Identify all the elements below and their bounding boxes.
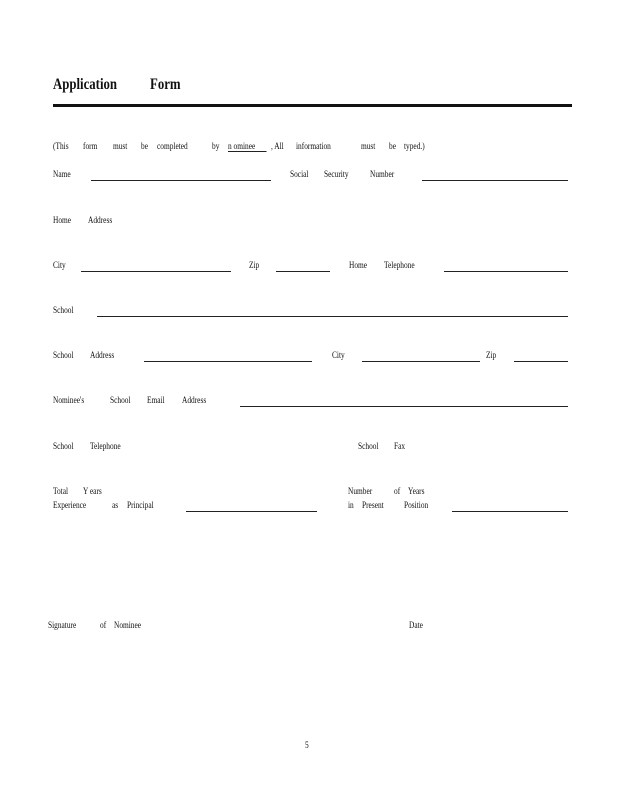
label-email-4: Address (182, 395, 207, 405)
school-address-field[interactable] (144, 361, 312, 362)
label-ssn-social: Social (290, 169, 309, 179)
label-city2: City (332, 350, 345, 360)
label-ssn-security: Security (324, 169, 349, 179)
title-rule (53, 104, 572, 107)
label-email-3: Email (147, 395, 165, 405)
label-email-2: School (110, 395, 131, 405)
label-zip: Zip (249, 260, 260, 270)
page-number: 5 (305, 740, 309, 750)
total-years-field[interactable] (186, 511, 317, 512)
label-num-6: Position (404, 500, 429, 510)
label-num-4: in (348, 500, 354, 510)
label-school-tel-2: Telephone (90, 441, 121, 451)
label-city: City (53, 260, 66, 270)
label-email-1: Nominee's (53, 395, 85, 405)
label-total-1: Total (53, 486, 69, 496)
label-home-address-2: Address (88, 215, 113, 225)
school-zip-field[interactable] (514, 361, 568, 362)
school-field[interactable] (97, 316, 568, 317)
label-num-3: Years (408, 486, 425, 496)
label-school-address-2: Address (90, 350, 115, 360)
label-total-3: Experience (53, 500, 87, 510)
present-years-field[interactable] (452, 511, 568, 512)
label-name: Name (53, 169, 71, 179)
label-school: School (53, 305, 74, 315)
email-field[interactable] (240, 406, 568, 407)
form-title-application: Application (53, 76, 118, 93)
label-school-tel-1: School (53, 441, 74, 451)
home-telephone-field[interactable] (444, 271, 568, 272)
city-field[interactable] (81, 271, 231, 272)
label-zip2: Zip (486, 350, 497, 360)
label-total-4: as (112, 500, 119, 510)
label-num-5: Present (362, 500, 384, 510)
label-school-fax-2: Fax (394, 441, 406, 451)
label-ssn-number: Number (370, 169, 395, 179)
label-signature-2: of (100, 620, 107, 630)
label-signature-3: Nominee (114, 620, 142, 630)
name-field[interactable] (91, 180, 271, 181)
nominee-underlined: n ominee (228, 141, 267, 152)
label-home-tel-1: Home (349, 260, 368, 270)
label-school-fax-1: School (358, 441, 379, 451)
label-date: Date (409, 620, 423, 630)
school-city-field[interactable] (362, 361, 480, 362)
label-total-5: Principal (127, 500, 154, 510)
form-title-form: Form (150, 76, 181, 93)
label-num-1: Number (348, 486, 373, 496)
label-school-address-1: School (53, 350, 74, 360)
label-signature-1: Signature (48, 620, 77, 630)
label-home-address-1: Home (53, 215, 72, 225)
label-total-2: Y ears (83, 486, 102, 496)
label-num-2: of (394, 486, 401, 496)
label-home-tel-2: Telephone (384, 260, 415, 270)
zip-field[interactable] (276, 271, 330, 272)
ssn-field[interactable] (422, 180, 568, 181)
